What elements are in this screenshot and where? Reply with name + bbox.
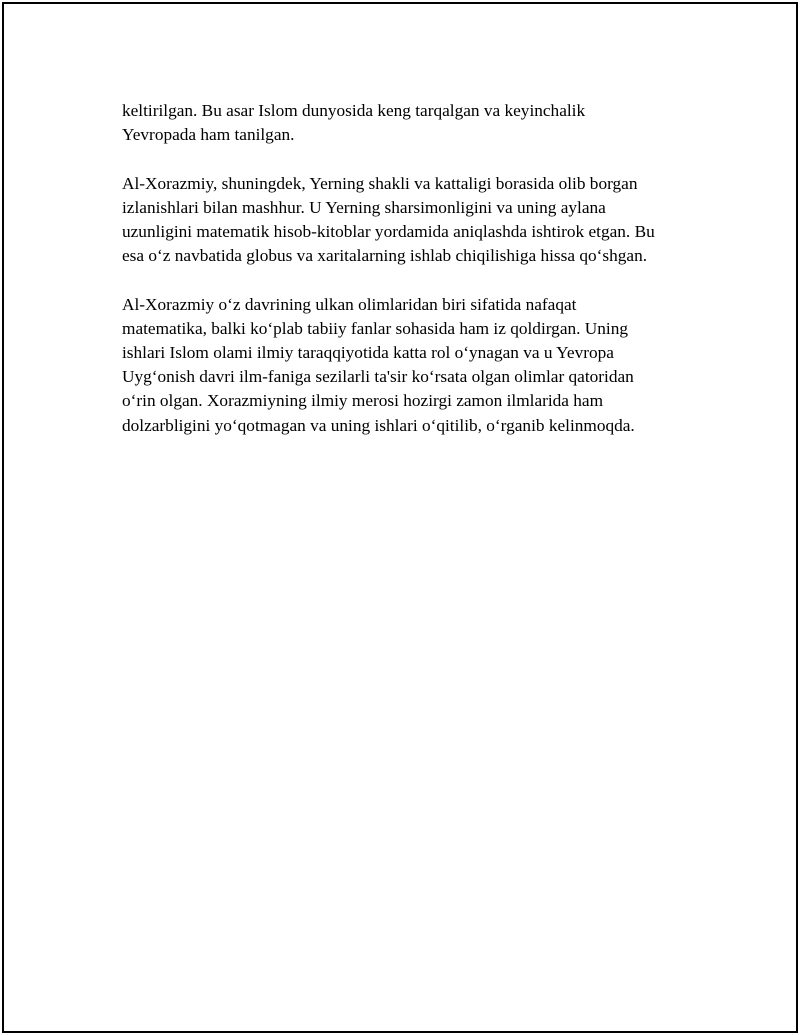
text-line: Al-Xorazmiy oʻz davrining ulkan olimlaridan biri sifatida nafaqat (122, 294, 577, 314)
paragraph-2 (122, 172, 702, 269)
text-line: ishlari Islom olami ilmiy taraqqiyotida katta rol oʻynagan va u Yevropa (122, 343, 614, 362)
document-page (2, 2, 798, 1033)
paragraph-1 (122, 99, 702, 147)
text-line: Yevropada ham tanilgan. (122, 125, 295, 145)
text-line: matematika, balki koʻplab tabiiy fanlar sohasida ham iz qoldirgan. Uning (122, 318, 628, 338)
text-line: keltirilgan. Bu asar Islom dunyosida keng tarqalgan va keyinchalik (122, 101, 586, 120)
text-line: oʻrin olgan. Xorazmiyning ilmiy merosi hozirgi zamon ilmlarida ham (122, 391, 604, 411)
paragraph-3 (122, 293, 702, 438)
text-line: uzunligini matematik hisob-kitoblar yordamida aniqlashda ishtirok etgan. Bu (122, 222, 655, 241)
text-line: dolzarbligini yoʻqotmagan va uning ishlari oʻqitilib, oʻrganib kelinmoqda. (122, 415, 635, 435)
text-line: esa oʻz navbatida globus va xaritalarning ishlab chiqilishiga hissa qoʻshgan. (122, 246, 648, 266)
text-line: Al-Xorazmiy, shuningdek, Yerning shakli va kattaligi borasida olib borgan (122, 173, 638, 193)
document-body (122, 99, 702, 462)
text-line: Uygʻonish davri ilm-faniga sezilarli ta'sir koʻrsata olgan olimlar qatoridan (122, 367, 634, 387)
text-line: izlanishlari bilan mashhur. U Yerning sharsimonligini va uning aylana (122, 197, 606, 217)
